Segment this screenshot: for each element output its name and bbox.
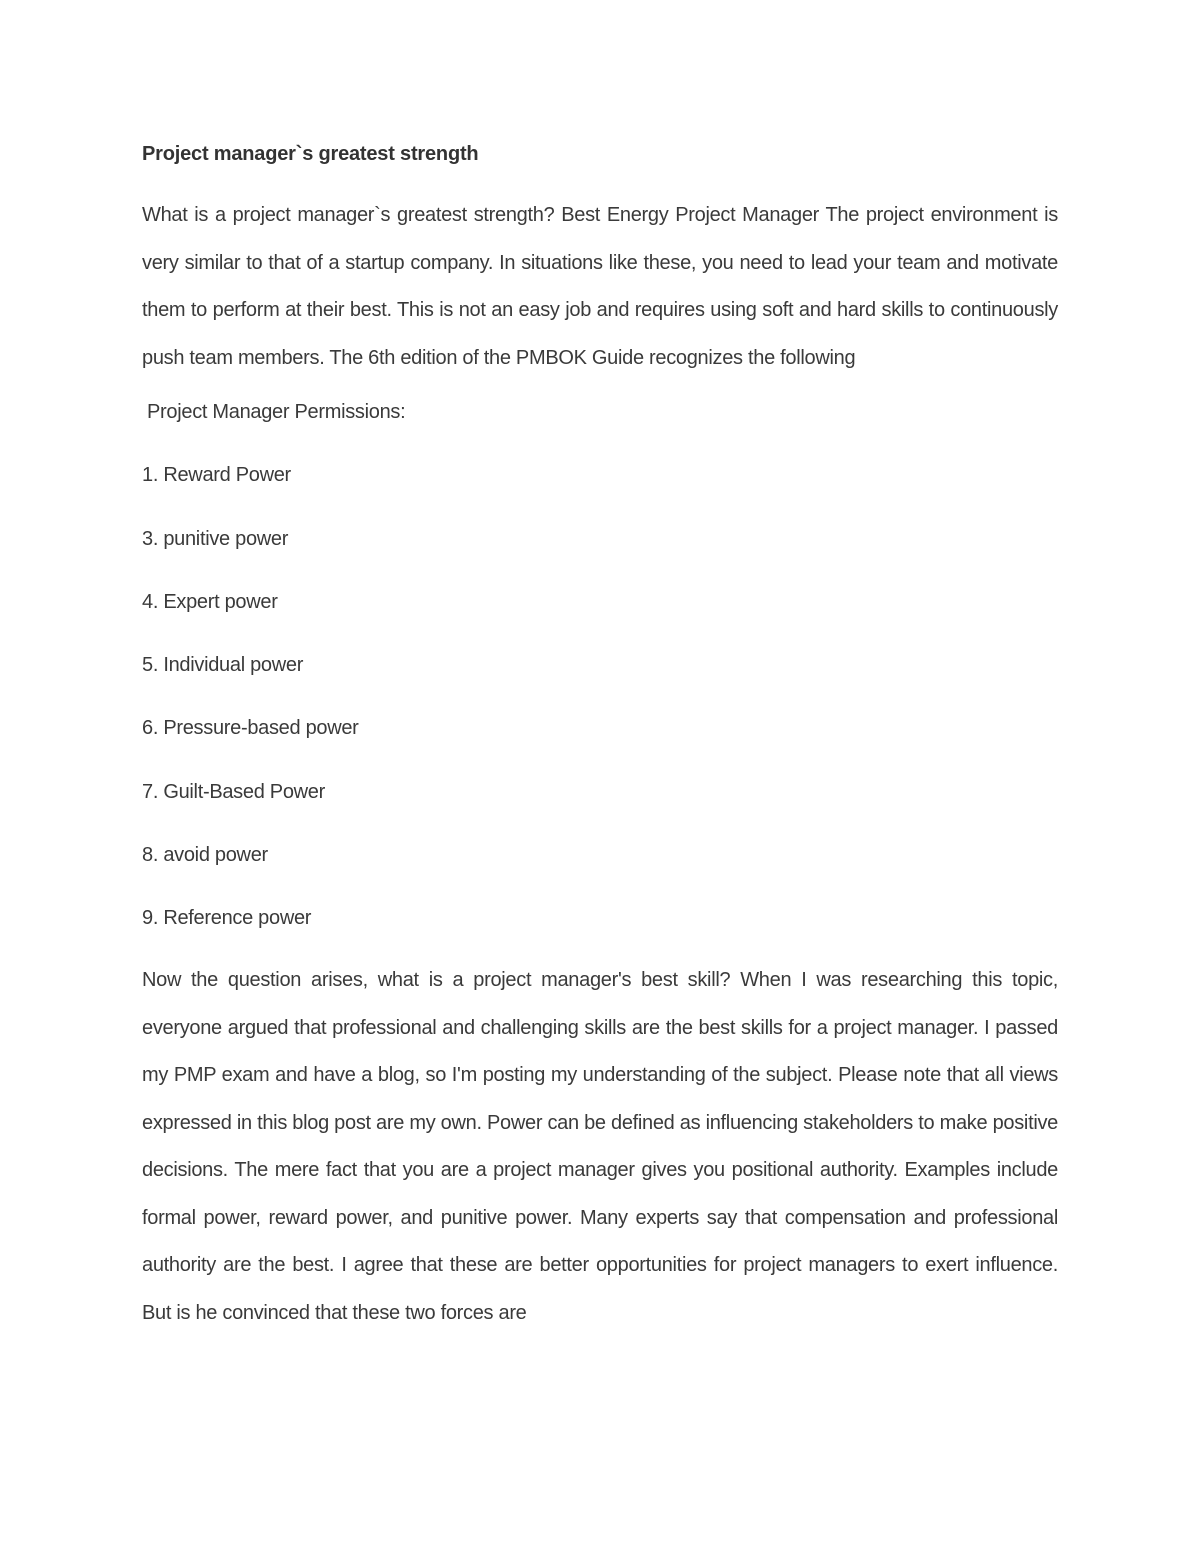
power-list [142, 461, 1058, 932]
list-item: 9. Reference power [142, 907, 312, 930]
list-item: 4. Expert power [142, 590, 278, 613]
document-page [142, 140, 1058, 1337]
intro-paragraph: What is a project manager`s greatest strength? Best Energy Project Manager The project environment is very similar to that of a startup company. In situations like these, you need to lead your team and motivate them to perform at their best. This is not an easy job and requires using soft and hard skills to continuously push team members. The 6th edition of the PMBOK Guide recognizes the following [142, 204, 1058, 369]
list-item: 5. Individual power [142, 654, 304, 677]
list-item: 3. punitive power [142, 527, 289, 550]
permissions-subheading: Project Manager Permissions: [147, 401, 406, 423]
body-paragraph: Now the question arises, what is a project manager's best skill? When I was researching this topic, everyone argued that professional and challenging skills are the best skills for a project manager. I passed my PMP exam and have a blog, so I'm posting my understanding of the subject. Please note that all views expressed in this blog post are my own. Power can be defined as influencing stakeholders to make positive decisions. The mere fact that you are a project manager gives you positional authority. Examples include formal power, reward power, and punitive power. Many experts say that compensation and professional authority are the best. I agree that these are better opportunities for project managers to exert influence. But is he convinced that these two forces are [142, 969, 1058, 1324]
list-item: 8. avoid power [142, 844, 268, 867]
list-item: 7. Guilt-Based Power [142, 780, 325, 803]
list-item: 1. Reward Power [142, 464, 291, 487]
document-title: Project manager`s greatest strength [142, 143, 479, 165]
list-item: 6. Pressure-based power [142, 717, 359, 740]
